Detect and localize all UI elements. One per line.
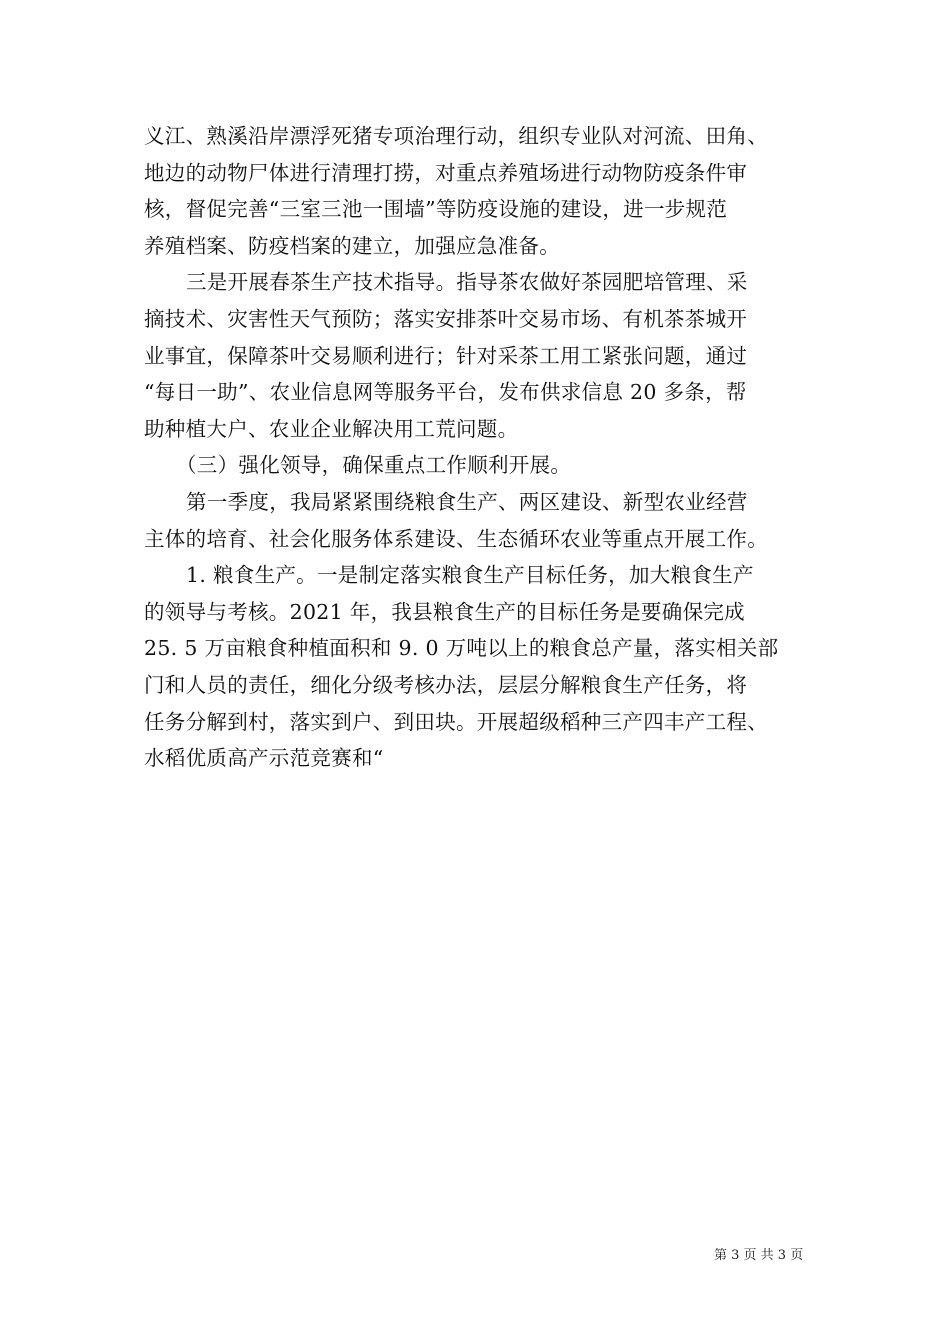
paragraph-start-line: 三是开展春茶生产技术指导。指导茶农做好茶园肥培管理、采 [186,270,748,295]
text-line: 业事宜，保障茶叶交易顺利进行；针对采茶工用工紧张问题，通过 [144,343,748,368]
text-line: 主体的培育、社会化服务体系建设、生态循环农业等重点开展工作。 [144,526,768,551]
text-line: 水稻优质高产示范竞赛和“ [144,746,384,771]
document-body [144,118,824,777]
paragraph-start-line: 1. 粮食生产。一是制定落实粮食生产目标任务，加大粮食生产 [186,563,754,588]
page-number-footer: 第 3 页 共 3 页 [714,1248,804,1263]
text-line: 25. 5 万亩粮食种植面积和 9. 0 万吨以上的粮食总产量，落实相关部 [144,636,779,661]
paragraph-start-line: 第一季度，我局紧紧围绕粮食生产、两区建设、新型农业经营 [186,489,748,514]
text-line: 任务分解到村，落实到户、到田块。开展超级稻种三产四丰产工程、 [144,709,768,734]
section-heading: （三）强化领导，确保重点工作顺利开展。 [176,453,572,478]
text-line: 地边的动物尸体进行清理打捞，对重点养殖场进行动物防疫条件审 [144,160,748,185]
text-line: 义江、熟溪沿岸漂浮死猪专项治理行动，组织专业队对河流、田角、 [144,124,768,148]
text-line: 的领导与考核。2021 年，我县粮食生产的目标任务是要确保完成 [144,599,745,624]
text-line: 助种植大户、农业企业解决用工荒问题。 [144,416,519,441]
text-line: 养殖档案、防疫档案的建立，加强应急准备。 [144,233,560,258]
text-line: “每日一助”、农业信息网等服务平台，发布供求信息 20 多条，帮 [144,380,747,405]
text-line: 门和人员的责任，细化分级考核办法，层层分解粮食生产任务，将 [144,672,748,697]
text-line: 核，督促完善“三室三池一围墙”等防疫设施的建设，进一步规范 [144,197,728,222]
text-line: 摘技术、灾害性天气预防；落实安排茶叶交易市场、有机茶茶城开 [144,306,748,331]
